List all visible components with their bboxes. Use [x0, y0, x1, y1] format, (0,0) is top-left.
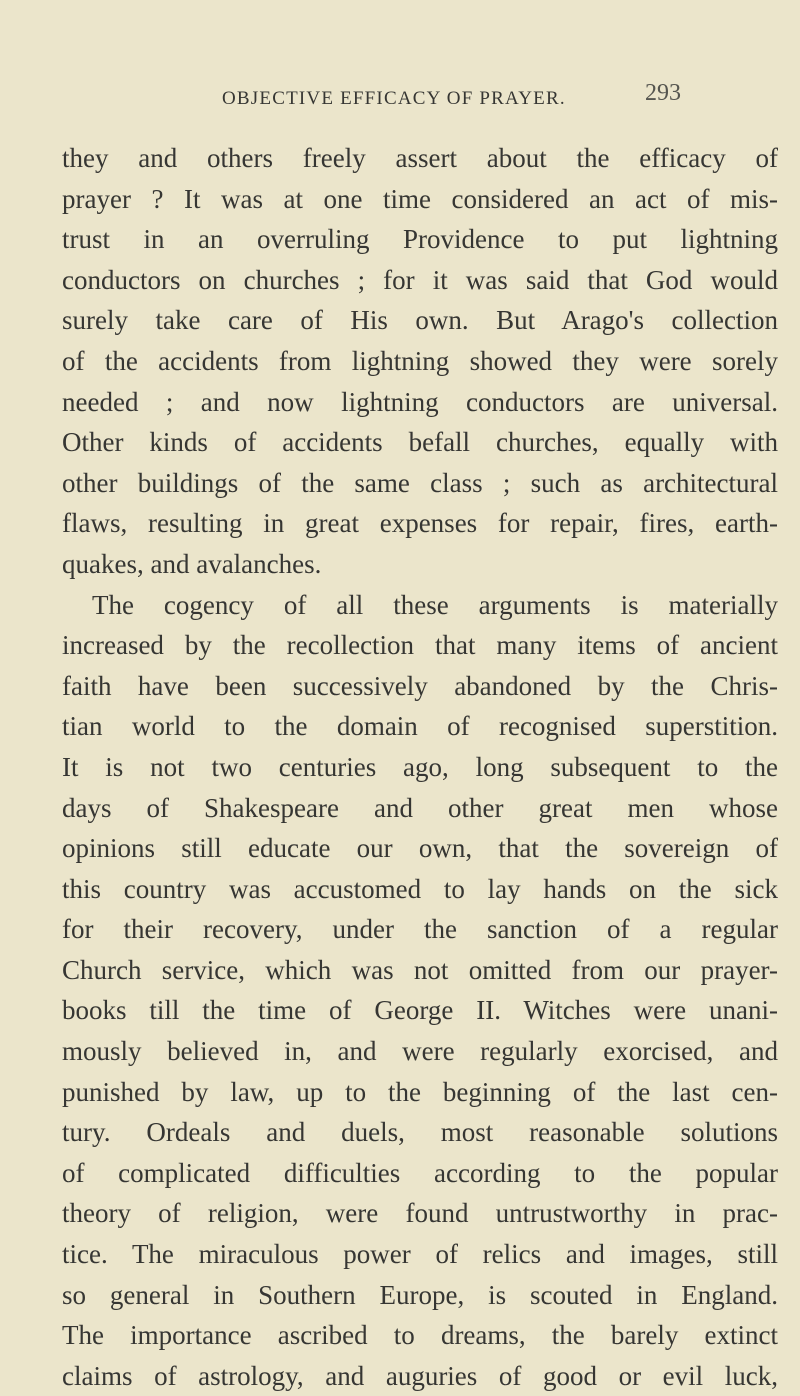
- text-line: tury. Ordeals and duels, most reasonable solutions: [62, 1117, 778, 1148]
- text-line: claims of astrology, and auguries of good or evil luck,: [62, 1360, 778, 1391]
- text-line: tice. The miraculous power of relics and images, still: [62, 1239, 778, 1270]
- text-line: other buildings of the same class ; such as architectural: [62, 467, 778, 498]
- running-title: OBJECTIVE EFFICACY OF PRAYER.: [222, 88, 566, 109]
- text-line: they and others freely assert about the efficacy of: [62, 143, 778, 173]
- text-line: so general in Southern Europe, is scouted in England.: [62, 1279, 778, 1310]
- body-text: [62, 138, 778, 1396]
- text-line: this country was accustomed to lay hands on the sick: [62, 873, 778, 904]
- page-number: 293: [645, 80, 681, 106]
- text-line: of the accidents from lightning showed they were sorely: [62, 345, 778, 376]
- text-line: Other kinds of accidents befall churches, equally with: [62, 427, 778, 458]
- text-line: faith have been successively abandoned by the Chris-: [62, 670, 778, 701]
- text-line: opinions still educate our own, that the sovereign of: [62, 833, 778, 864]
- text-line: prayer ? It was at one time considered an act of mis-: [62, 183, 778, 214]
- text-line: needed ; and now lightning conductors are universal.: [62, 386, 778, 417]
- text-line: mously believed in, and were regularly exorcised, and: [62, 1036, 778, 1067]
- text-line: Church service, which was not omitted from our prayer-: [62, 954, 778, 985]
- text-line: increased by the recollection that many items of ancient: [62, 630, 778, 661]
- page-header: [0, 82, 800, 112]
- text-line: of complicated difficulties according to the popular: [62, 1157, 778, 1188]
- text-line: surely take care of His own. But Arago's collection: [62, 305, 778, 336]
- text-line: It is not two centuries ago, long subsequent to the: [62, 751, 778, 782]
- text-line: The importance ascribed to dreams, the barely extinct: [62, 1320, 778, 1351]
- text-line: tian world to the domain of recognised superstition.: [62, 711, 778, 742]
- text-line: for their recovery, under the sanction of a regular: [62, 914, 778, 945]
- text-line: trust in an overruling Providence to put lightning: [62, 224, 778, 255]
- text-line: theory of religion, were found untrustworthy in prac-: [62, 1198, 778, 1229]
- text-line: The cogency of all these arguments is materially: [92, 589, 778, 620]
- text-line: quakes, and avalanches.: [62, 548, 322, 579]
- text-line: punished by law, up to the beginning of the last cen-: [62, 1076, 778, 1107]
- text-line: flaws, resulting in great expenses for repair, fires, earth-: [62, 508, 778, 539]
- text-line: conductors on churches ; for it was said that God would: [62, 264, 778, 295]
- text-line: days of Shakespeare and other great men whose: [62, 792, 778, 823]
- text-line: books till the time of George II. Witches were unani-: [62, 995, 778, 1026]
